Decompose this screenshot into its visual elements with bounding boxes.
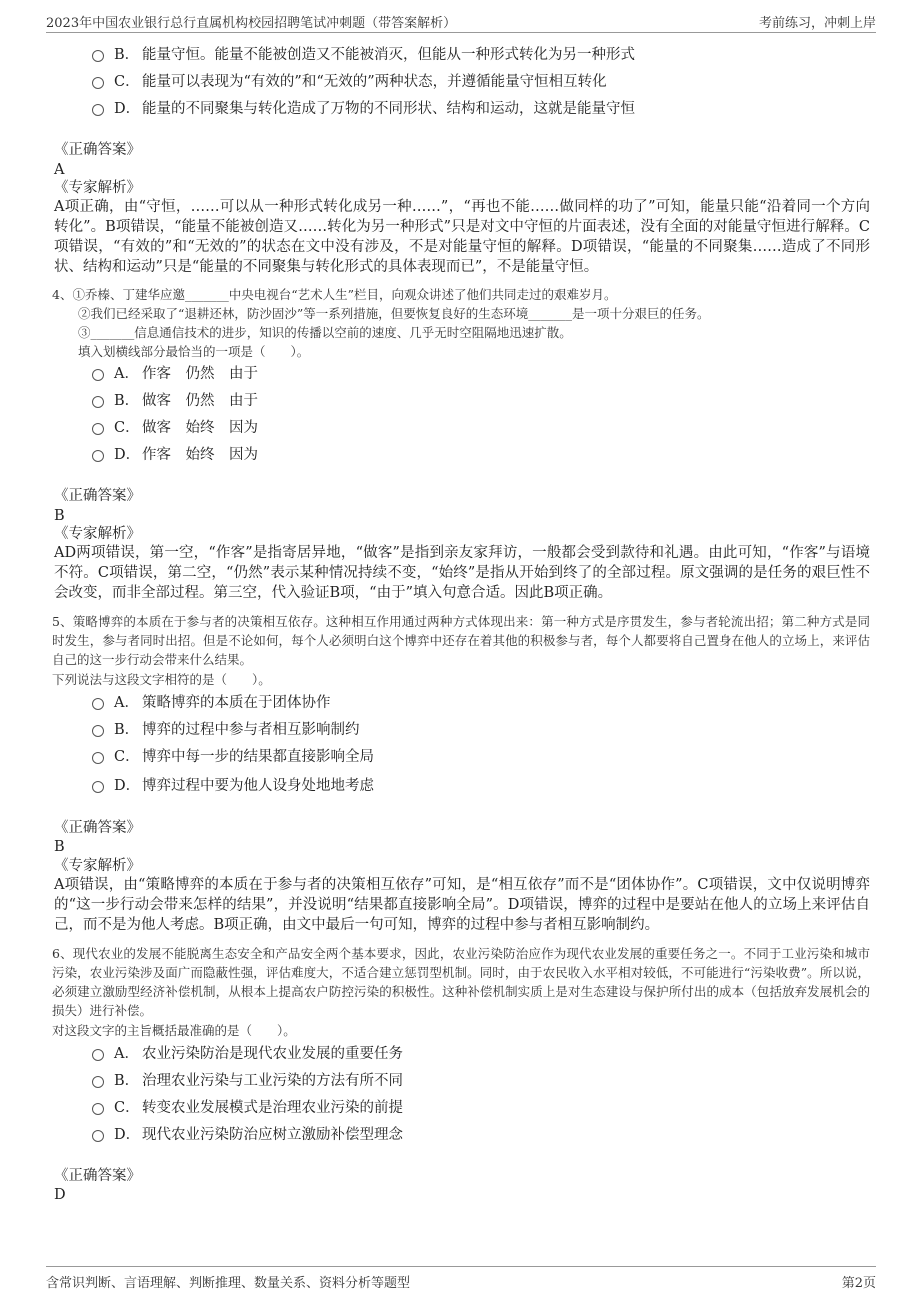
q4-analysis: AD两项错误，第一空，“作客”是指寄居异地，“做客”是指到亲友家拜访，一般都会受到款待和礼遇。由此可知，“作客”与语境不符。C项错误，第二空，“仍然”表示某种情况持续不变，“始终”是指从开始到终了的全部过程。原文强调的是任务的艰巨性不会改变，而非全部过程。第三空，代入验证B项，“由于”填入句意合适。因此B项正确。 xyxy=(54,545,870,601)
q6-option-c[interactable]: C． 转变农业发展模式是治理农业污染的前提 xyxy=(92,1097,403,1119)
q6-option-d[interactable]: D． 现代农业污染防治应树立激励补偿型理念 xyxy=(92,1124,403,1146)
radio-icon[interactable] xyxy=(92,423,104,435)
q5-option-a[interactable]: A． 策略博弈的本质在于团体协作 xyxy=(92,692,331,714)
q4-answer-label: 《正确答案》 xyxy=(54,488,141,504)
q4-line2: ②我们已经采取了“退耕还林，防沙固沙”等一系列措施，但要恢复良好的生态环境_______是一项十分艰巨的任务。 xyxy=(78,306,710,321)
q5-answer: B xyxy=(54,839,65,855)
radio-icon[interactable] xyxy=(92,50,104,62)
q3-option-c[interactable]: C． 能量可以表现为“有效的”和“无效的”两种状态，并遵循能量守恒相互转化 xyxy=(92,71,607,93)
page-footer xyxy=(46,1266,876,1293)
q5-option-b[interactable]: B． 博弈的过程中参与者相互影响制约 xyxy=(92,719,360,741)
q3-analysis: A项正确，由“守恒，……可以从一种形式转化成另一种……”，“再也不能……做同样的功了”可知，能量只能“沿着同一个方向转化”。B项错误，“能量不能被创造又……转化为另一种形式”只是对文中守恒的片面表述，没有全面的对能量守恒进行解释。C项错误，“有效的”和“无效的”的状态在文中没有涉及，不是对能量守恒的解释。D项错误，“能量的不同聚集……造成了不同形状、结构和运动”只是“能量的不同聚集与转化形式的具体表现而已”，不是能量守恒。 xyxy=(54,199,870,275)
q5-option-d[interactable]: D． 博弈过程中要为他人设身处地地考虑 xyxy=(92,775,374,797)
q5-answer-label: 《正确答案》 xyxy=(54,820,141,836)
radio-icon[interactable] xyxy=(92,396,104,408)
radio-icon[interactable] xyxy=(92,1076,104,1088)
q6-option-b[interactable]: B． 治理农业污染与工业污染的方法有所不同 xyxy=(92,1070,403,1092)
q6-answer-label: 《正确答案》 xyxy=(54,1168,141,1184)
q3-analysis-label: 《专家解析》 xyxy=(54,180,141,196)
radio-icon[interactable] xyxy=(92,752,104,764)
radio-icon[interactable] xyxy=(92,1130,104,1142)
footer-note: 含常识判断、言语理解、判断推理、数量关系、资料分析等题型 xyxy=(46,1276,411,1291)
q5-option-c[interactable]: C． 博弈中每一步的结果都直接影响全局 xyxy=(92,746,374,768)
q4-prompt: 填入划横线部分最恰当的一项是（ ）。 xyxy=(78,344,310,359)
radio-icon[interactable] xyxy=(92,781,104,793)
radio-icon[interactable] xyxy=(92,369,104,381)
page-header xyxy=(46,10,876,33)
radio-icon[interactable] xyxy=(92,698,104,710)
q5-analysis: A项错误，由“策略博弈的本质在于参与者的决策相互依存”可知，是“相互依存”而不是“团体协作”。C项错误，文中仅说明博弈的“这一步行动会带来怎样的结果”，并没说明“结果都直接影响全局”。D项错误，博弈的过程中是要站在他人的立场上来评估自己，而不是为他人考虑。B项正确，由文中最后一句可知，博弈的过程中参与者相互影响制约。 xyxy=(54,877,870,933)
radio-icon[interactable] xyxy=(92,725,104,737)
q4-option-a[interactable]: A． 作客 仍然 由于 xyxy=(92,363,258,385)
header-slogan: 考前练习，冲刺上岸 xyxy=(758,16,876,31)
radio-icon[interactable] xyxy=(92,104,104,116)
q6-option-a[interactable]: A． 农业污染防治是现代农业发展的重要任务 xyxy=(92,1043,403,1065)
q3-answer: A xyxy=(54,162,65,178)
q4-option-d[interactable]: D． 作客 始终 因为 xyxy=(92,444,258,466)
q4-line3: ③_______信息通信技术的进步，知识的传播以空前的速度、几乎无时空阻隔地迅速扩散。 xyxy=(78,325,572,340)
q3-answer-label: 《正确答案》 xyxy=(54,142,141,158)
q6-text: 6、现代农业的发展不能脱离生态安全和产品安全两个基本要求，因此，农业污染防治应作为现代农业发展的重要任务之一。不同于工业污染和城市污染，农业污染涉及面广而隐蔽性强，评估难度大，不适合建立惩罚型机制。同时，由于农民收入水平相对较低，不可能进行“污染收费”。所以说，必须建立激励型经济补偿机制，从根本上提高农户防控污染的积极性。这种补偿机制实质上是对生态建设与保护所付出的成本（包括放弃发展机会的损失）进行补偿。 xyxy=(52,946,870,1018)
q4-answer: B xyxy=(54,508,65,524)
document-title: 2023年中国农业银行总行直属机构校园招聘笔试冲刺题（带答案解析） xyxy=(46,16,457,31)
q5-prompt: 下列说法与这段文字相符的是（ ）。 xyxy=(52,672,271,687)
q6-prompt: 对这段文字的主旨概括最准确的是（ ）。 xyxy=(52,1023,296,1038)
radio-icon[interactable] xyxy=(92,1103,104,1115)
q4-option-c[interactable]: C． 做客 始终 因为 xyxy=(92,417,258,439)
page-number: 第2页 xyxy=(841,1276,876,1291)
q3-option-b[interactable]: B． 能量守恒。能量不能被创造又不能被消灭，但能从一种形式转化为另一种形式 xyxy=(92,44,635,66)
q4-analysis-label: 《专家解析》 xyxy=(54,526,141,542)
radio-icon[interactable] xyxy=(92,450,104,462)
q4-option-b[interactable]: B． 做客 仍然 由于 xyxy=(92,390,258,412)
q5-analysis-label: 《专家解析》 xyxy=(54,858,141,874)
q3-option-d[interactable]: D． 能量的不同聚集与转化造成了万物的不同形状、结构和运动，这就是能量守恒 xyxy=(92,98,635,120)
q4-line1: 4、①乔榛、丁建华应邀_______中央电视台“艺术人生”栏目，向观众讲述了他们共同走过的艰难岁月。 xyxy=(52,287,617,302)
radio-icon[interactable] xyxy=(92,1049,104,1061)
q5-text: 5、策略博弈的本质在于参与者的决策相互依存。这种相互作用通过两种方式体现出来：第一种方式是序贯发生，参与者轮流出招；第二种方式是同时发生，参与者同时出招。但是不论如何，每个人必须明白这个博弈中还存在着其他的积极参与者，每个人都要将自己置身在他人的立场上，来评估自己的这一步行动会带来什么结果。 xyxy=(52,614,870,667)
radio-icon[interactable] xyxy=(92,77,104,89)
q6-answer: D xyxy=(54,1187,66,1203)
